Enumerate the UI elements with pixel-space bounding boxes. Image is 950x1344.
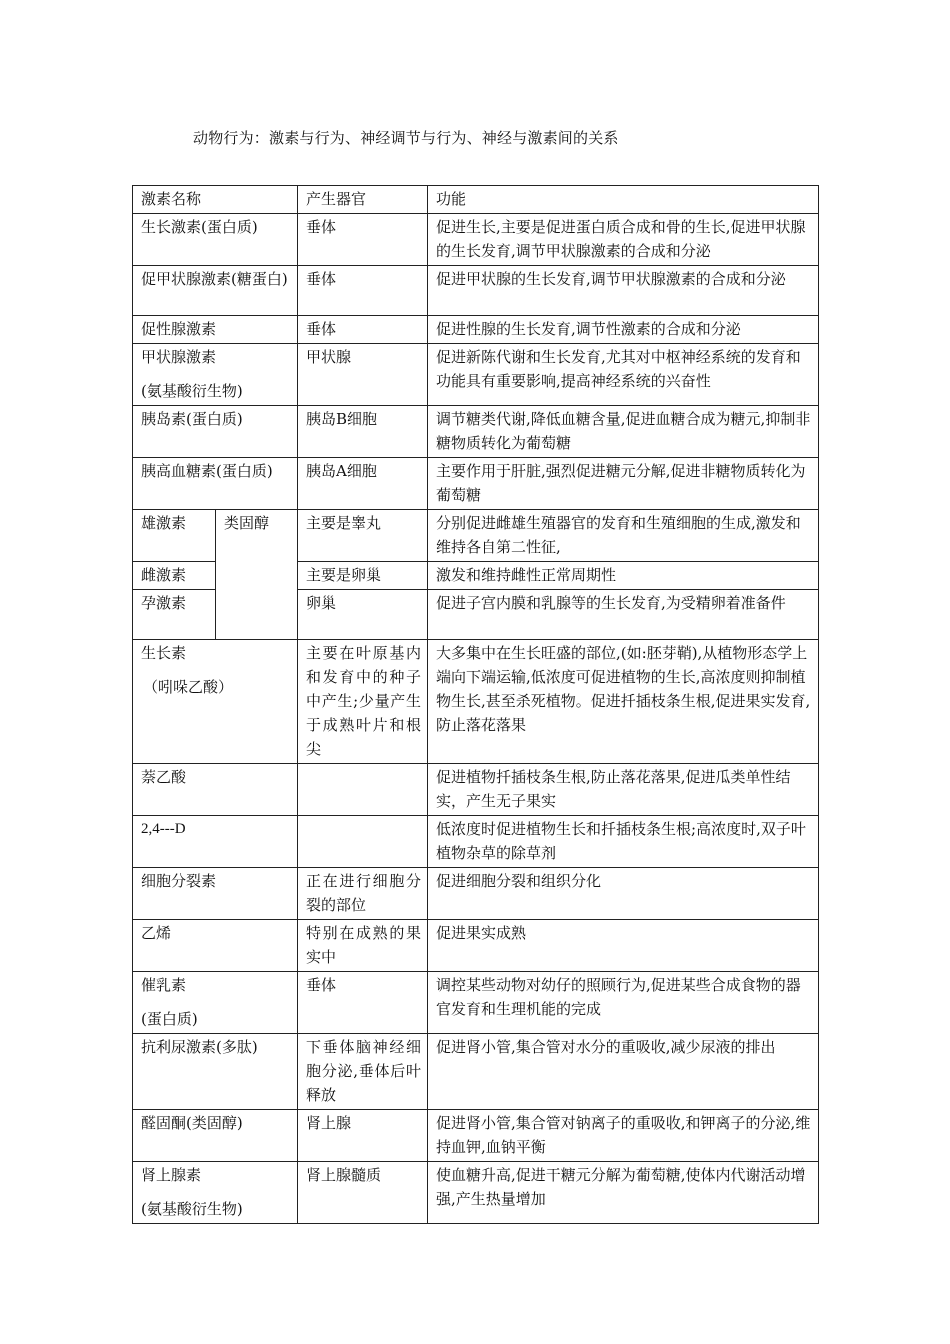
hormone-name: 雌激素 (133, 562, 216, 590)
hormone-name: 肾上腺素 (141, 1166, 202, 1184)
hormone-name: 甲状腺激素 (141, 348, 217, 366)
hormone-function: 调节糖类代谢,降低血糖含量,促进血糖合成为糖元,抑制非糖物质转化为葡萄糖 (428, 406, 819, 458)
hormone-name: 促性腺激素 (133, 316, 298, 344)
hormone-function: 激发和维持雌性正常周期性 (428, 562, 819, 590)
hormone-name-cell (133, 972, 298, 1034)
hormone-table (132, 185, 819, 1224)
table-row (133, 764, 819, 816)
hormone-organ: 垂体 (298, 266, 428, 316)
table-header-row (133, 186, 819, 214)
hormone-organ: 甲状腺 (298, 344, 428, 406)
hormone-name-cell (133, 640, 298, 764)
table-row (133, 406, 819, 458)
hormone-name: 生长激素(蛋白质) (133, 214, 298, 266)
table-row (133, 1162, 819, 1224)
hormone-organ: 胰岛A细胞 (298, 458, 428, 510)
hormone-name: 促甲状腺激素(糖蛋白) (133, 266, 298, 316)
hormone-name-sub: (氨基酸衍生物) (141, 1200, 243, 1218)
hormone-organ: 肾上腺髓质 (298, 1162, 428, 1224)
hormone-name: 雄激素 (133, 510, 216, 562)
hormone-name: 乙烯 (133, 920, 298, 972)
hormone-name: 胰岛素(蛋白质) (133, 406, 298, 458)
table-row (133, 458, 819, 510)
hormone-name-sub: （吲哚乙酸） (143, 678, 234, 696)
table-row (133, 816, 819, 868)
hormone-organ (298, 816, 428, 868)
hormone-name: 抗利尿激素(多肽) (133, 1034, 298, 1110)
hormone-organ: 卵巢 (298, 590, 428, 640)
hormone-function: 促进肾小管,集合管对钠离子的重吸收,和钾离子的分泌,维持血钾,血钠平衡 (428, 1110, 819, 1162)
table-row (133, 266, 819, 316)
table-row (133, 920, 819, 972)
hormone-organ: 垂体 (298, 214, 428, 266)
hormone-function: 使血糖升高,促进干糖元分解为葡萄糖,使体内代谢活动增强,产生热量增加 (428, 1162, 819, 1224)
hormone-name-sub: (氨基酸衍生物) (141, 382, 243, 400)
table-row (133, 316, 819, 344)
hormone-function: 促进植物扦插枝条生根,防止落花落果,促进瓜类单性结实，产生无子果实 (428, 764, 819, 816)
table-row (133, 214, 819, 266)
hormone-name: 胰高血糖素(蛋白质) (133, 458, 298, 510)
table-row (133, 1110, 819, 1162)
hormone-organ: 肾上腺 (298, 1110, 428, 1162)
hormone-function: 促进性腺的生长发育,调节性激素的合成和分泌 (428, 316, 819, 344)
hormone-name: 细胞分裂素 (133, 868, 298, 920)
hormone-name: 2,4---D (133, 816, 298, 868)
hormone-group: 类固醇 (216, 510, 298, 640)
hormone-organ: 垂体 (298, 972, 428, 1034)
hormone-function: 促进生长,主要是促进蛋白质合成和骨的生长,促进甲状腺的生长发育,调节甲状腺激素的合成和分泌 (428, 214, 819, 266)
table-row (133, 344, 819, 406)
hormone-organ: 主要在叶原基内和发育中的种子中产生;少量产生于成熟叶片和根尖 (298, 640, 428, 764)
header-cell-function: 功能 (428, 186, 819, 214)
header-cell-name: 激素名称 (133, 186, 298, 214)
hormone-organ (298, 764, 428, 816)
table-row (133, 868, 819, 920)
table-row (133, 972, 819, 1034)
hormone-name: 孕激素 (133, 590, 216, 640)
hormone-organ: 垂体 (298, 316, 428, 344)
hormone-organ: 特别在成熟的果实中 (298, 920, 428, 972)
table-row (133, 640, 819, 764)
hormone-name-cell (133, 344, 298, 406)
hormone-function: 促进果实成熟 (428, 920, 819, 972)
hormone-name: 萘乙酸 (133, 764, 298, 816)
page-title: 动物行为：激素与行为、神经调节与行为、神经与激素间的关系 (193, 129, 619, 147)
hormone-function: 主要作用于肝脏,强烈促进糖元分解,促进非糖物质转化为葡萄糖 (428, 458, 819, 510)
hormone-organ: 下垂体脑神经细胞分泌,垂体后叶释放 (298, 1034, 428, 1110)
hormone-organ: 胰岛B细胞 (298, 406, 428, 458)
hormone-function: 促进肾小管,集合管对水分的重吸收,减少尿液的排出 (428, 1034, 819, 1110)
hormone-name-cell (133, 1162, 298, 1224)
table-row (133, 510, 819, 562)
hormone-organ: 主要是睾丸 (298, 510, 428, 562)
hormone-name-sub: (蛋白质) (141, 1010, 198, 1028)
hormone-name: 催乳素 (141, 976, 187, 994)
hormone-function: 促进子宫内膜和乳腺等的生长发育,为受精卵着准备件 (428, 590, 819, 640)
hormone-function: 大多集中在生长旺盛的部位,(如:胚芽鞘),从植物形态学上端向下端运输,低浓度可促进植物的生长,高浓度则抑制植物生长,甚至杀死植物。促进扦插枝条生根,促进果实发育,防止落花落果 (428, 640, 819, 764)
hormone-function: 调控某些动物对幼仔的照顾行为,促进某些合成食物的器官发育和生理机能的完成 (428, 972, 819, 1034)
hormone-organ: 正在进行细胞分裂的部位 (298, 868, 428, 920)
hormone-name: 醛固酮(类固醇) (133, 1110, 298, 1162)
table-row (133, 1034, 819, 1110)
hormone-function: 促进甲状腺的生长发育,调节甲状腺激素的合成和分泌 (428, 266, 819, 316)
hormone-name: 生长素 (141, 644, 187, 662)
hormone-function: 低浓度时促进植物生长和扦插枝条生根;高浓度时,双子叶植物杂草的除草剂 (428, 816, 819, 868)
hormone-function: 促进细胞分裂和组织分化 (428, 868, 819, 920)
header-cell-organ: 产生器官 (298, 186, 428, 214)
hormone-organ: 主要是卵巢 (298, 562, 428, 590)
hormone-function: 分别促进雌雄生殖器官的发育和生殖细胞的生成,激发和维持各自第二性征, (428, 510, 819, 562)
hormone-function: 促进新陈代谢和生长发育,尤其对中枢神经系统的发育和功能具有重要影响,提高神经系统的兴奋性 (428, 344, 819, 406)
